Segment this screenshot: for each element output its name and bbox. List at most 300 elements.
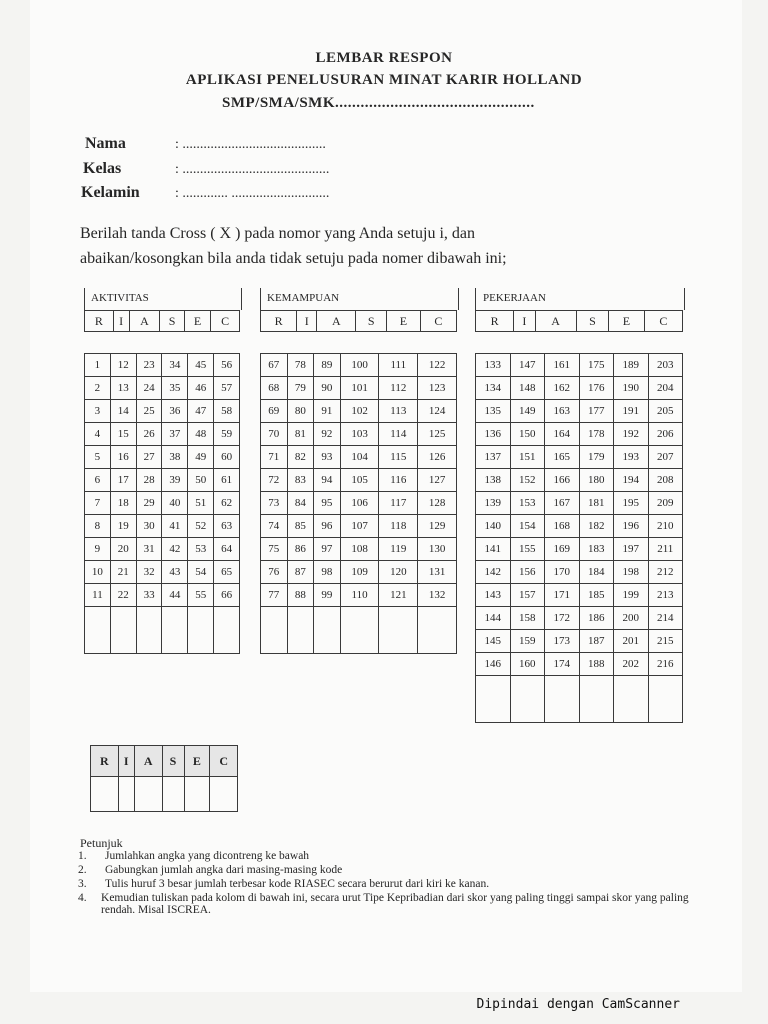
item-number-cell[interactable]: 184 [579, 561, 614, 584]
item-number-cell[interactable]: 136 [476, 423, 511, 446]
item-number-cell[interactable]: 183 [579, 538, 614, 561]
petunjuk-steps [78, 850, 698, 918]
item-number-cell[interactable]: 42 [162, 538, 188, 561]
item-number-cell[interactable]: 106 [340, 492, 379, 515]
item-number-cell[interactable]: 95 [314, 492, 341, 515]
petunjuk-step [78, 850, 698, 862]
table-row [476, 400, 683, 423]
tally-cell[interactable] [418, 607, 457, 654]
item-number-cell[interactable]: 92 [314, 423, 341, 446]
item-number-cell[interactable]: 154 [510, 515, 545, 538]
item-number-cell[interactable]: 13 [110, 377, 136, 400]
table-row [261, 423, 457, 446]
item-number-cell[interactable]: 200 [614, 607, 649, 630]
item-number-cell[interactable]: 194 [614, 469, 649, 492]
item-number-cell[interactable]: 76 [261, 561, 288, 584]
item-number-cell[interactable]: 182 [579, 515, 614, 538]
item-number-cell[interactable]: 45 [188, 354, 214, 377]
item-number-cell[interactable]: 56 [214, 354, 240, 377]
item-number-cell[interactable]: 206 [648, 423, 683, 446]
item-number-cell[interactable]: 171 [545, 584, 580, 607]
item-number-cell[interactable]: 202 [614, 653, 649, 676]
petunjuk-step [78, 892, 698, 916]
item-number-cell[interactable]: 198 [614, 561, 649, 584]
item-number-cell[interactable]: 155 [510, 538, 545, 561]
item-number-cell[interactable]: 131 [418, 561, 457, 584]
step-number: 1. [78, 850, 87, 862]
item-number-cell[interactable]: 122 [418, 354, 457, 377]
item-number-cell[interactable]: 166 [545, 469, 580, 492]
item-number-cell[interactable]: 52 [188, 515, 214, 538]
item-number-cell[interactable]: 88 [287, 584, 314, 607]
table-row [85, 400, 240, 423]
item-number-cell[interactable]: 132 [418, 584, 457, 607]
item-number-cell[interactable]: 108 [340, 538, 379, 561]
item-number-cell[interactable]: 134 [476, 377, 511, 400]
item-number-cell[interactable]: 26 [136, 423, 162, 446]
item-number-cell[interactable]: 94 [314, 469, 341, 492]
item-number-cell[interactable]: 105 [340, 469, 379, 492]
item-number-cell[interactable]: 150 [510, 423, 545, 446]
item-number-cell[interactable]: 196 [614, 515, 649, 538]
item-number-cell[interactable]: 25 [136, 400, 162, 423]
item-number-cell[interactable]: 1 [85, 354, 111, 377]
item-number-cell[interactable]: 84 [287, 492, 314, 515]
item-number-cell[interactable]: 159 [510, 630, 545, 653]
tally-cell[interactable] [476, 676, 511, 723]
item-number-cell[interactable]: 135 [476, 400, 511, 423]
item-number-cell[interactable]: 160 [510, 653, 545, 676]
column-header: A [535, 311, 576, 332]
item-number-cell[interactable]: 191 [614, 400, 649, 423]
table-row [261, 446, 457, 469]
item-number-cell[interactable]: 60 [214, 446, 240, 469]
item-number-cell[interactable]: 128 [418, 492, 457, 515]
item-number-cell[interactable]: 91 [314, 400, 341, 423]
item-number-cell[interactable]: 47 [188, 400, 214, 423]
item-number-cell[interactable]: 50 [188, 469, 214, 492]
item-number-cell[interactable]: 188 [579, 653, 614, 676]
item-number-cell[interactable]: 215 [648, 630, 683, 653]
item-number-cell[interactable]: 130 [418, 538, 457, 561]
item-number-cell[interactable]: 133 [476, 354, 511, 377]
item-number-cell[interactable]: 146 [476, 653, 511, 676]
item-number-cell[interactable]: 49 [188, 446, 214, 469]
item-number-cell[interactable]: 124 [418, 400, 457, 423]
item-number-cell[interactable]: 177 [579, 400, 614, 423]
table-row [85, 584, 240, 607]
item-number-cell[interactable]: 96 [314, 515, 341, 538]
item-number-cell[interactable]: 114 [379, 423, 418, 446]
item-number-cell[interactable]: 7 [85, 492, 111, 515]
item-number-cell[interactable]: 61 [214, 469, 240, 492]
item-number-cell[interactable]: 8 [85, 515, 111, 538]
item-number-cell[interactable]: 216 [648, 653, 683, 676]
summary-column-header: C [210, 746, 238, 777]
tally-cell[interactable] [188, 607, 214, 654]
item-number-cell[interactable]: 33 [136, 584, 162, 607]
item-number-cell[interactable]: 48 [188, 423, 214, 446]
item-number-cell[interactable]: 51 [188, 492, 214, 515]
item-number-cell[interactable]: 39 [162, 469, 188, 492]
table-row [261, 515, 457, 538]
item-number-cell[interactable]: 125 [418, 423, 457, 446]
tally-row [476, 676, 683, 723]
item-number-cell[interactable]: 213 [648, 584, 683, 607]
item-number-cell[interactable]: 46 [188, 377, 214, 400]
item-number-cell[interactable]: 27 [136, 446, 162, 469]
item-number-cell[interactable]: 102 [340, 400, 379, 423]
item-number-cell[interactable]: 121 [379, 584, 418, 607]
item-number-cell[interactable]: 97 [314, 538, 341, 561]
item-number-cell[interactable]: 23 [136, 354, 162, 377]
item-number-cell[interactable]: 141 [476, 538, 511, 561]
item-number-cell[interactable]: 21 [110, 561, 136, 584]
item-number-cell[interactable]: 145 [476, 630, 511, 653]
table-row [476, 377, 683, 400]
item-number-cell[interactable]: 20 [110, 538, 136, 561]
item-number-cell[interactable]: 193 [614, 446, 649, 469]
item-number-cell[interactable]: 17 [110, 469, 136, 492]
item-number-cell[interactable]: 117 [379, 492, 418, 515]
item-number-cell[interactable]: 168 [545, 515, 580, 538]
table-row [85, 515, 240, 538]
item-number-cell[interactable]: 86 [287, 538, 314, 561]
item-number-cell[interactable]: 64 [214, 538, 240, 561]
column-header: S [356, 311, 387, 332]
column-header: I [113, 311, 129, 332]
tally-cell[interactable] [648, 676, 683, 723]
item-number-cell[interactable]: 87 [287, 561, 314, 584]
item-number-cell[interactable]: 58 [214, 400, 240, 423]
item-number-cell[interactable]: 79 [287, 377, 314, 400]
kemampuan-header-table [260, 310, 457, 332]
column-header: I [297, 311, 317, 332]
item-number-cell[interactable]: 204 [648, 377, 683, 400]
item-number-cell[interactable]: 126 [418, 446, 457, 469]
field-label: Nama [85, 135, 126, 152]
item-number-cell[interactable]: 172 [545, 607, 580, 630]
item-number-cell[interactable]: 181 [579, 492, 614, 515]
item-number-cell[interactable]: 68 [261, 377, 288, 400]
summary-input-cell[interactable] [210, 777, 238, 812]
item-number-cell[interactable]: 210 [648, 515, 683, 538]
item-number-cell[interactable]: 53 [188, 538, 214, 561]
item-number-cell[interactable]: 62 [214, 492, 240, 515]
step-number: 2. [78, 864, 87, 876]
item-number-cell[interactable]: 137 [476, 446, 511, 469]
item-number-cell[interactable]: 73 [261, 492, 288, 515]
form-title: LEMBAR RESPON [315, 50, 453, 66]
item-number-cell[interactable]: 35 [162, 377, 188, 400]
column-header: I [514, 311, 535, 332]
summary-input-cell[interactable] [91, 777, 119, 812]
item-number-cell[interactable]: 186 [579, 607, 614, 630]
table-row [261, 538, 457, 561]
step-number: 4. [78, 892, 87, 904]
item-number-cell[interactable]: 72 [261, 469, 288, 492]
item-number-cell[interactable]: 30 [136, 515, 162, 538]
item-number-cell[interactable]: 187 [579, 630, 614, 653]
item-number-cell[interactable]: 5 [85, 446, 111, 469]
item-number-cell[interactable]: 78 [287, 354, 314, 377]
item-number-cell[interactable]: 36 [162, 400, 188, 423]
item-number-cell[interactable]: 28 [136, 469, 162, 492]
item-number-cell[interactable]: 93 [314, 446, 341, 469]
item-number-cell[interactable]: 119 [379, 538, 418, 561]
item-number-cell[interactable]: 153 [510, 492, 545, 515]
item-number-cell[interactable]: 118 [379, 515, 418, 538]
item-number-cell[interactable]: 148 [510, 377, 545, 400]
tally-cell[interactable] [85, 607, 111, 654]
item-number-cell[interactable]: 176 [579, 377, 614, 400]
item-number-cell[interactable]: 169 [545, 538, 580, 561]
item-number-cell[interactable]: 127 [418, 469, 457, 492]
item-number-cell[interactable]: 138 [476, 469, 511, 492]
table-row [476, 561, 683, 584]
item-number-cell[interactable]: 104 [340, 446, 379, 469]
tally-cell[interactable] [510, 676, 545, 723]
item-number-cell[interactable]: 112 [379, 377, 418, 400]
column-header: R [85, 311, 114, 332]
aktivitas-response-table [84, 353, 240, 654]
summary-header-row [91, 746, 238, 777]
item-number-cell[interactable]: 214 [648, 607, 683, 630]
item-number-cell[interactable]: 143 [476, 584, 511, 607]
table-row [476, 515, 683, 538]
item-number-cell[interactable]: 54 [188, 561, 214, 584]
instruction-line-2: abaikan/kosongkan bila anda tidak setuju pada nomer dibawah ini; [80, 250, 507, 267]
summary-input-cell[interactable] [118, 777, 134, 812]
item-number-cell[interactable]: 211 [648, 538, 683, 561]
item-number-cell[interactable]: 140 [476, 515, 511, 538]
table-row [85, 423, 240, 446]
table-row [476, 446, 683, 469]
column-header: R [261, 311, 297, 332]
item-number-cell[interactable]: 66 [214, 584, 240, 607]
item-number-cell[interactable]: 22 [110, 584, 136, 607]
item-number-cell[interactable]: 209 [648, 492, 683, 515]
item-number-cell[interactable]: 57 [214, 377, 240, 400]
step-text: Jumlahkan angka yang dicontreng ke bawah [105, 850, 310, 862]
item-number-cell[interactable]: 63 [214, 515, 240, 538]
table-row [476, 423, 683, 446]
item-number-cell[interactable]: 195 [614, 492, 649, 515]
item-number-cell[interactable]: 10 [85, 561, 111, 584]
item-number-cell[interactable]: 82 [287, 446, 314, 469]
item-number-cell[interactable]: 139 [476, 492, 511, 515]
column-header: S [576, 311, 609, 332]
petunjuk-title: Petunjuk [80, 836, 123, 850]
item-number-cell[interactable]: 11 [85, 584, 111, 607]
column-header: C [644, 311, 682, 332]
item-number-cell[interactable]: 163 [545, 400, 580, 423]
item-number-cell[interactable]: 100 [340, 354, 379, 377]
item-number-cell[interactable]: 70 [261, 423, 288, 446]
item-number-cell[interactable]: 192 [614, 423, 649, 446]
item-number-cell[interactable]: 3 [85, 400, 111, 423]
item-number-cell[interactable]: 189 [614, 354, 649, 377]
item-number-cell[interactable]: 37 [162, 423, 188, 446]
item-number-cell[interactable]: 18 [110, 492, 136, 515]
item-number-cell[interactable]: 174 [545, 653, 580, 676]
item-number-cell[interactable]: 110 [340, 584, 379, 607]
item-number-cell[interactable]: 120 [379, 561, 418, 584]
item-number-cell[interactable]: 212 [648, 561, 683, 584]
item-number-cell[interactable]: 199 [614, 584, 649, 607]
item-number-cell[interactable]: 142 [476, 561, 511, 584]
item-number-cell[interactable]: 103 [340, 423, 379, 446]
item-number-cell[interactable]: 129 [418, 515, 457, 538]
item-number-cell[interactable]: 208 [648, 469, 683, 492]
school-level-line: SMP/SMA/SMK............................................... [222, 95, 535, 111]
item-number-cell[interactable]: 71 [261, 446, 288, 469]
item-number-cell[interactable]: 29 [136, 492, 162, 515]
item-number-cell[interactable]: 16 [110, 446, 136, 469]
item-number-cell[interactable]: 107 [340, 515, 379, 538]
item-number-cell[interactable]: 156 [510, 561, 545, 584]
item-number-cell[interactable]: 2 [85, 377, 111, 400]
tally-cell[interactable] [340, 607, 379, 654]
tally-cell[interactable] [545, 676, 580, 723]
pekerjaan-section-title: PEKERJAAN [483, 292, 546, 304]
tally-cell[interactable] [579, 676, 614, 723]
item-number-cell[interactable]: 31 [136, 538, 162, 561]
item-number-cell[interactable]: 85 [287, 515, 314, 538]
tally-cell[interactable] [110, 607, 136, 654]
item-number-cell[interactable]: 111 [379, 354, 418, 377]
item-number-cell[interactable]: 99 [314, 584, 341, 607]
item-number-cell[interactable]: 44 [162, 584, 188, 607]
item-number-cell[interactable]: 115 [379, 446, 418, 469]
table-row [261, 561, 457, 584]
item-number-cell[interactable]: 197 [614, 538, 649, 561]
item-number-cell[interactable]: 38 [162, 446, 188, 469]
item-number-cell[interactable]: 207 [648, 446, 683, 469]
item-number-cell[interactable]: 75 [261, 538, 288, 561]
item-number-cell[interactable]: 147 [510, 354, 545, 377]
item-number-cell[interactable]: 69 [261, 400, 288, 423]
tally-cell[interactable] [261, 607, 288, 654]
tally-cell[interactable] [214, 607, 240, 654]
item-number-cell[interactable]: 205 [648, 400, 683, 423]
item-number-cell[interactable]: 15 [110, 423, 136, 446]
item-number-cell[interactable]: 113 [379, 400, 418, 423]
table-row [476, 469, 683, 492]
item-number-cell[interactable]: 165 [545, 446, 580, 469]
item-number-cell[interactable]: 34 [162, 354, 188, 377]
tally-cell[interactable] [314, 607, 341, 654]
item-number-cell[interactable]: 32 [136, 561, 162, 584]
item-number-cell[interactable]: 89 [314, 354, 341, 377]
item-number-cell[interactable]: 6 [85, 469, 111, 492]
summary-input-cell[interactable] [184, 777, 210, 812]
item-number-cell[interactable]: 81 [287, 423, 314, 446]
step-number: 3. [78, 878, 87, 890]
item-number-cell[interactable]: 201 [614, 630, 649, 653]
item-number-cell[interactable]: 109 [340, 561, 379, 584]
field-label: Kelamin [81, 184, 140, 201]
item-number-cell[interactable]: 77 [261, 584, 288, 607]
item-number-cell[interactable]: 167 [545, 492, 580, 515]
item-number-cell[interactable]: 90 [314, 377, 341, 400]
summary-column-header: R [91, 746, 119, 777]
tally-cell[interactable] [287, 607, 314, 654]
item-number-cell[interactable]: 55 [188, 584, 214, 607]
item-number-cell[interactable]: 65 [214, 561, 240, 584]
item-number-cell[interactable]: 162 [545, 377, 580, 400]
tally-cell[interactable] [614, 676, 649, 723]
item-number-cell[interactable]: 41 [162, 515, 188, 538]
table-row [85, 469, 240, 492]
item-number-cell[interactable]: 179 [579, 446, 614, 469]
column-header: E [184, 311, 211, 332]
item-number-cell[interactable]: 116 [379, 469, 418, 492]
item-number-cell[interactable]: 185 [579, 584, 614, 607]
item-number-cell[interactable]: 151 [510, 446, 545, 469]
item-number-cell[interactable]: 170 [545, 561, 580, 584]
item-number-cell[interactable]: 67 [261, 354, 288, 377]
item-number-cell[interactable]: 180 [579, 469, 614, 492]
item-number-cell[interactable]: 74 [261, 515, 288, 538]
aktivitas-header-table [84, 310, 240, 332]
item-number-cell[interactable]: 152 [510, 469, 545, 492]
item-number-cell[interactable]: 178 [579, 423, 614, 446]
form-subtitle: APLIKASI PENELUSURAN MINAT KARIR HOLLAND [185, 72, 583, 88]
item-number-cell[interactable]: 101 [340, 377, 379, 400]
pekerjaan-response-table [475, 353, 683, 723]
item-number-cell[interactable]: 175 [579, 354, 614, 377]
item-number-cell[interactable]: 12 [110, 354, 136, 377]
item-number-cell[interactable]: 98 [314, 561, 341, 584]
item-number-cell[interactable]: 24 [136, 377, 162, 400]
tally-cell[interactable] [162, 607, 188, 654]
step-text: Gabungkan jumlah angka dari masing-masing kode [105, 864, 343, 876]
table-row [85, 492, 240, 515]
item-number-cell[interactable]: 164 [545, 423, 580, 446]
instruction-line-1: Berilah tanda Cross ( X ) pada nomor yang Anda setuju i, dan [80, 225, 476, 242]
item-number-cell[interactable]: 80 [287, 400, 314, 423]
item-number-cell[interactable]: 157 [510, 584, 545, 607]
item-number-cell[interactable]: 173 [545, 630, 580, 653]
summary-input-cell[interactable] [162, 777, 184, 812]
item-number-cell[interactable]: 123 [418, 377, 457, 400]
item-number-cell[interactable]: 43 [162, 561, 188, 584]
petunjuk-step [78, 878, 698, 890]
item-number-cell[interactable]: 203 [648, 354, 683, 377]
item-number-cell[interactable]: 19 [110, 515, 136, 538]
tally-cell[interactable] [136, 607, 162, 654]
table-row [85, 354, 240, 377]
tally-cell[interactable] [379, 607, 418, 654]
item-number-cell[interactable]: 9 [85, 538, 111, 561]
table-row [261, 377, 457, 400]
item-number-cell[interactable]: 59 [214, 423, 240, 446]
column-header: R [476, 311, 514, 332]
item-number-cell[interactable]: 40 [162, 492, 188, 515]
item-number-cell[interactable]: 158 [510, 607, 545, 630]
item-number-cell[interactable]: 14 [110, 400, 136, 423]
table-row [476, 354, 683, 377]
item-number-cell[interactable]: 83 [287, 469, 314, 492]
item-number-cell[interactable]: 4 [85, 423, 111, 446]
column-header: E [387, 311, 421, 332]
item-number-cell[interactable]: 161 [545, 354, 580, 377]
summary-input-cell[interactable] [134, 777, 162, 812]
item-number-cell[interactable]: 144 [476, 607, 511, 630]
item-number-cell[interactable]: 190 [614, 377, 649, 400]
item-number-cell[interactable]: 149 [510, 400, 545, 423]
